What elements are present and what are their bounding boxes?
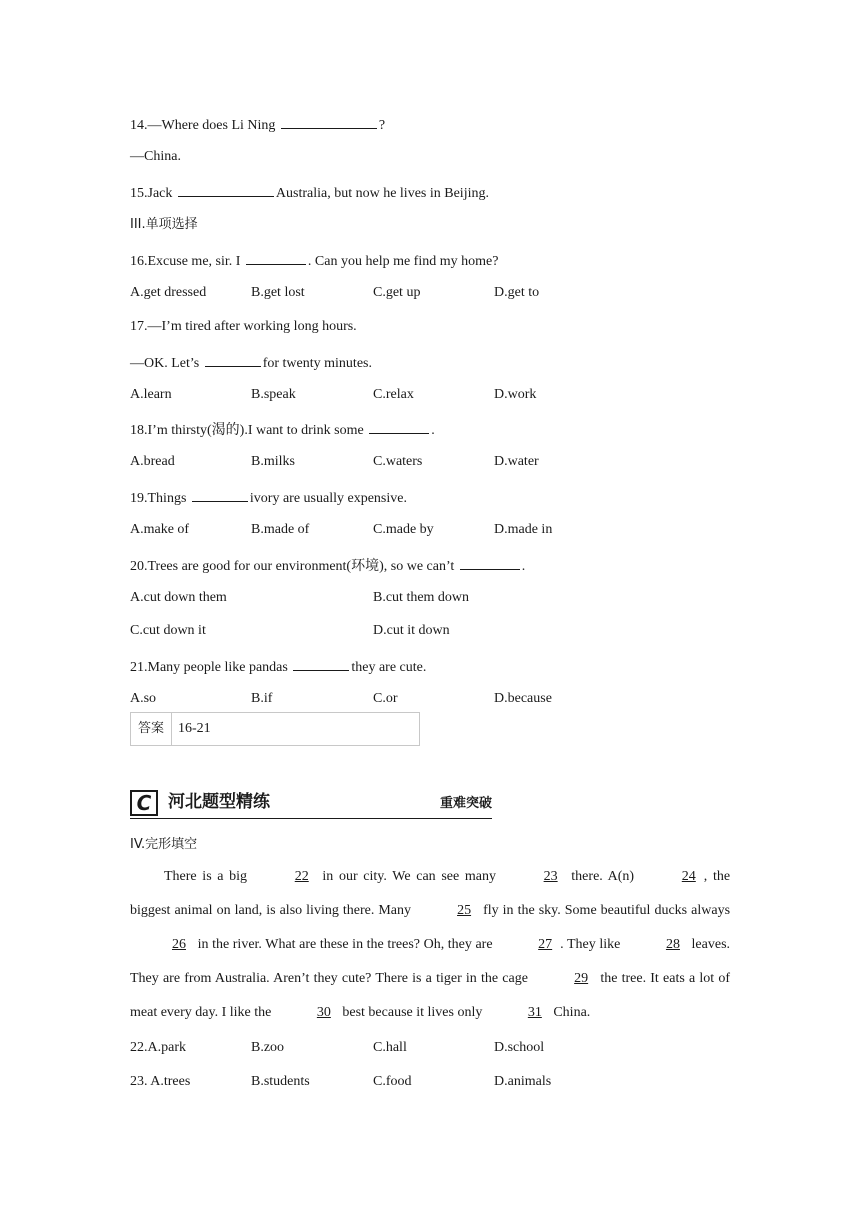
- answer-blank[interactable]: [246, 250, 306, 265]
- question-text: .: [521, 559, 526, 574]
- option-a[interactable]: A.make of: [130, 522, 190, 537]
- answer-blank[interactable]: [281, 114, 377, 129]
- option-b[interactable]: B.get lost: [251, 285, 305, 300]
- option-c[interactable]: C.made by: [373, 522, 434, 537]
- answer-blank[interactable]: [293, 656, 349, 671]
- blank-29[interactable]: 29: [574, 971, 589, 986]
- question-text: 19.Things: [130, 491, 187, 506]
- option-c[interactable]: C.or: [373, 691, 398, 706]
- option-b[interactable]: B.speak: [251, 387, 296, 402]
- option-d[interactable]: D.because: [494, 691, 552, 706]
- option-c[interactable]: C.food: [373, 1074, 412, 1089]
- section-logo-icon: C: [130, 790, 158, 816]
- question-20: [130, 555, 525, 576]
- question-17-reply: [130, 352, 372, 373]
- blank-26[interactable]: 26: [172, 937, 186, 952]
- option-d[interactable]: D.get to: [494, 285, 540, 300]
- blank-31[interactable]: 31: [527, 1005, 542, 1020]
- answer-blank[interactable]: [369, 419, 429, 434]
- section-title: III.单项选择: [130, 217, 198, 232]
- option-b[interactable]: B.if: [251, 691, 273, 706]
- question-14-reply: —China.: [130, 149, 181, 164]
- question-text: 14.—Where does Li Ning: [130, 118, 276, 133]
- question-text: .: [431, 423, 435, 438]
- section-header-tag: 重难突破: [439, 796, 492, 811]
- option-a[interactable]: A.learn: [130, 387, 172, 402]
- option-b[interactable]: B.zoo: [251, 1040, 285, 1055]
- question-text: 15.Jack: [130, 186, 173, 201]
- answer-blank[interactable]: [178, 182, 274, 197]
- option-d[interactable]: D.work: [494, 387, 537, 402]
- question-15: [130, 182, 489, 203]
- question-text: ivory are usually expensive.: [249, 491, 407, 506]
- section-header: [130, 788, 492, 819]
- blank-23[interactable]: 23: [543, 869, 558, 884]
- cloze-passage: There is a big 22 in our city. We can see many 23 there. A(n) 24 , the biggest animal on land, is also living there. Many 25 fly in the sky. Some beautiful ducks always 26 in the river. What are these in the trees? Oh, they are 27 . They like 28 leaves. They are from Australia. Aren’t they cute? There is a tiger in the cage 29 the tree. It eats a lot of meat every day. I like the 30 best because it lives only 31 China.: [130, 860, 730, 1030]
- option-a[interactable]: 23. A.trees: [130, 1074, 191, 1089]
- option-d[interactable]: D.water: [494, 454, 539, 469]
- answer-box: [130, 712, 420, 746]
- option-c[interactable]: C.hall: [373, 1040, 407, 1055]
- option-c[interactable]: C.waters: [373, 454, 423, 469]
- answer-label: 答案: [131, 713, 172, 745]
- answer-range: 16-21: [178, 721, 211, 736]
- answer-blank[interactable]: [192, 487, 248, 502]
- question-text: . Can you help me find my home?: [307, 254, 499, 269]
- blank-24[interactable]: 24: [681, 869, 696, 884]
- question-text: 20.Trees are good for our environment(环境), so we can’t: [130, 559, 455, 574]
- option-a[interactable]: 22.A.park: [130, 1040, 186, 1055]
- option-d[interactable]: D.animals: [494, 1074, 552, 1089]
- answer-blank[interactable]: [460, 555, 520, 570]
- option-c[interactable]: C.get up: [373, 285, 421, 300]
- option-c[interactable]: C.cut down it: [130, 623, 206, 638]
- option-d[interactable]: D.made in: [494, 522, 553, 537]
- question-text: —OK. Let’s: [130, 356, 200, 371]
- option-b[interactable]: B.milks: [251, 454, 295, 469]
- question-text: Australia, but now he lives in Beijing.: [275, 186, 489, 201]
- section-title: IV.完形填空: [130, 837, 198, 852]
- question-14: [130, 114, 385, 135]
- question-19: [130, 487, 407, 508]
- blank-27[interactable]: 27: [538, 937, 553, 952]
- blank-25[interactable]: 25: [457, 903, 472, 918]
- blank-22[interactable]: 22: [294, 869, 309, 884]
- question-17: 17.—I’m tired after working long hours.: [130, 319, 357, 334]
- option-a[interactable]: A.cut down them: [130, 590, 227, 605]
- question-16: [130, 250, 498, 271]
- option-b[interactable]: B.made of: [251, 522, 310, 537]
- question-18: [130, 419, 435, 440]
- option-a[interactable]: A.so: [130, 691, 157, 706]
- option-b[interactable]: B.students: [251, 1074, 310, 1089]
- option-b[interactable]: B.cut them down: [373, 590, 470, 605]
- question-text: 18.I’m thirsty(渴的).I want to drink some: [130, 423, 364, 438]
- option-d[interactable]: D.school: [494, 1040, 545, 1055]
- section-header-title: 河北题型精练: [168, 792, 270, 812]
- answer-blank[interactable]: [205, 352, 261, 367]
- blank-28[interactable]: 28: [665, 937, 680, 952]
- question-text: ?: [378, 118, 386, 133]
- option-a[interactable]: A.get dressed: [130, 285, 207, 300]
- question-21: [130, 656, 426, 677]
- question-text: they are cute.: [351, 660, 427, 675]
- option-a[interactable]: A.bread: [130, 454, 175, 469]
- option-c[interactable]: C.relax: [373, 387, 414, 402]
- blank-30[interactable]: 30: [316, 1005, 331, 1020]
- option-d[interactable]: D.cut it down: [373, 623, 450, 638]
- question-text: 21.Many people like pandas: [130, 660, 288, 675]
- question-text: 16.Excuse me, sir. I: [130, 254, 241, 269]
- question-text: for twenty minutes.: [262, 356, 372, 371]
